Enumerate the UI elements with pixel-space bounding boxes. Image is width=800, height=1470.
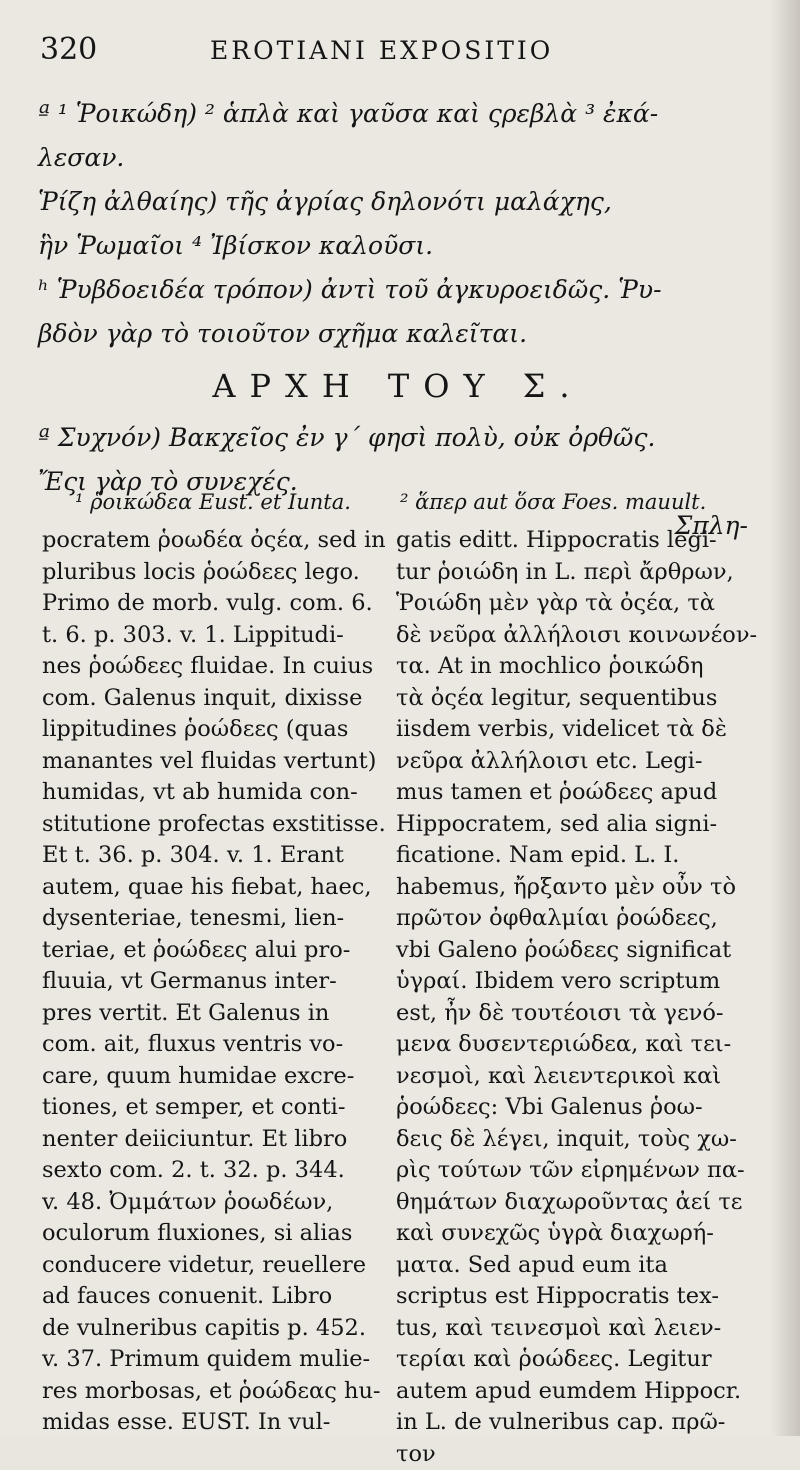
note-line: τερίαι καὶ ῥοώδεες. Legitur [396,1344,730,1376]
note-line: τὰ ὀςέα legitur, sequentibus [396,683,730,715]
note-line: midas esse. EUST. In vul- [42,1407,384,1439]
glossary-entries [38,92,758,548]
note-line: μενα δυσεντεριώδεα, καὶ τει- [396,1029,730,1061]
note-line: de vulneribus capitis p. 452. [42,1313,384,1345]
page-edge-shadow [770,0,800,1436]
note-line: manantes vel fluidas vertunt) [42,746,384,778]
note-line: mus tamen et ῥοώδεες apud [396,777,730,809]
note-line: vbi Galeno ῥοώδεες significat [396,935,730,967]
entry-line: ª Συχνόν) Βακχεῖος ἐν γ΄ φησὶ πολὺ, οὐκ ὀρθῶς. [38,416,758,460]
entry-line: ʰ Ῥυβδοειδέα τρόπον) ἀντὶ τοῦ ἀγκυροειδῶς. Ῥυ- [38,268,758,312]
note-line: conducere videtur, reuellere [42,1250,384,1282]
note-line: ὑγραί. Ibidem vero scriptum [396,966,730,998]
note-line: v. 37. Primum quidem mulie- [42,1344,384,1376]
note-line: tiones, et semper, et conti- [42,1092,384,1124]
left-notes-column [42,525,384,1439]
note-line: teriae, et ῥοώδεες alui pro- [42,935,384,967]
note-line: ficatione. Nam epid. L. I. [396,840,730,872]
note-line: ρὶς τούτων τῶν εἰρημένων πα- [396,1155,730,1187]
catchword: Σπλη- [38,504,758,548]
note-line: ad fauces conuenit. Libro [42,1281,384,1313]
right-notes-column [396,525,730,1470]
note-line: θημάτων διαχωροῦντας ἀεί τε [396,1187,730,1219]
note-line: oculorum fluxiones, si alias [42,1218,384,1250]
note-line: νεσμοὶ, καὶ λειεντερικοὶ καὶ [396,1061,730,1093]
note-line: iisdem verbis, videlicet τὰ δὲ [396,714,730,746]
note-line: autem apud eumdem Hippocr. [396,1376,730,1408]
note-line: δὲ νεῦρα ἀλλήλοισι κοινωνέον- [396,620,730,652]
note-line: Hippocratem, sed alia signi- [396,809,730,841]
note-line: νεῦρα ἀλλήλοισι etc. Legi- [396,746,730,778]
note-line: scriptus est Hippocratis tex- [396,1281,730,1313]
note-line: stitutione profectas exstitisse. [42,809,384,841]
entry-line: βδὸν γὰρ τὸ τοιοῦτον σχῆμα καλεῖται. [38,312,758,356]
note-line: t. 6. p. 303. v. 1. Lippitudi- [42,620,384,652]
entry-line: ἣν Ῥωμαῖοι ⁴ Ἰβίσκον καλοῦσι. [38,224,758,268]
note-line: fluuia, vt Germanus inter- [42,966,384,998]
note-line: pluribus locis ῥοώδεες lego. [42,557,384,589]
note-line: sexto com. 2. t. 32. p. 344. [42,1155,384,1187]
note-line: gatis editt. Hippocratis legi- [396,525,730,557]
page-header [0,32,800,72]
note-line: autem, quae his fiebat, haec, [42,872,384,904]
note-line: pocratem ῥοωδέα ὀςέα, sed in [42,525,384,557]
note-line: tus, καὶ τεινεσμοὶ καὶ λειεν- [396,1313,730,1345]
note-line: καὶ συνεχῶς ὑγρὰ διαχωρή- [396,1218,730,1250]
note-line: ματα. Sed apud eum ita [396,1250,730,1282]
note-line: πρῶτον ὀφθαλμίαι ῥοώδεες, [396,903,730,935]
note-line: τον [396,1439,730,1470]
note-line: nes ῥοώδεες fluidae. In cuius [42,651,384,683]
footnote-1: ¹ ῥοικώδεα Eust. et Iunta. [75,482,351,522]
note-line: pres vertit. Et Galenus in [42,998,384,1030]
entry-line: ª ¹ Ῥοικώδη) ² ἁπλὰ καὶ γαῦσα καὶ ςρεβλὰ ³ ἐκά- [38,92,758,136]
note-line: habemus, ἤρξαντο μὲν οὖν τὸ [396,872,730,904]
note-line: ῥοώδεες: Vbi Galenus ῥοω- [396,1092,730,1124]
note-line: com. Galenus inquit, dixisse [42,683,384,715]
note-line: δεις δὲ λέγει, inquit, τοὺς χω- [396,1124,730,1156]
note-line: com. ait, fluxus ventris vo- [42,1029,384,1061]
note-line: humidas, vt ab humida con- [42,777,384,809]
note-line: v. 48. Ὀμμάτων ῥοωδέων, [42,1187,384,1219]
note-line: Primo de morb. vulg. com. 6. [42,588,384,620]
note-line: nenter deiiciuntur. Et libro [42,1124,384,1156]
running-title: EROTIANI EXPOSITIO [210,36,553,65]
note-line: Et t. 36. p. 304. v. 1. Erant [42,840,384,872]
section-heading: ΑΡΧΗ ΤΟΥ Σ. [38,356,758,416]
note-line: in L. de vulneribus cap. πρῶ- [396,1407,730,1439]
note-line: res morbosas, et ῥοώδεας hu- [42,1376,384,1408]
note-line: dysenteriae, tenesmi, lien- [42,903,384,935]
note-line: Ῥοιώδη μὲν γὰρ τὰ ὀςέα, τὰ [396,588,730,620]
footnote-markers [40,482,760,522]
page-number: 320 [40,32,97,67]
note-line: τα. At in mochlico ῥοικώδη [396,651,730,683]
entry-line: Ῥίζη ἀλθαίης) τῆς ἀγρίας δηλονότι μαλάχης, [38,180,758,224]
entry-line: Ἔςι γὰρ τὸ συνεχές. [38,460,758,504]
note-line: care, quum humidae excre- [42,1061,384,1093]
footnote-2: ² ἅπερ aut ὅσα Foes. mauult. [400,482,706,522]
note-line: tur ῥοιώδη in L. περὶ ἄρθρων, [396,557,730,589]
note-line: est, ἦν δὲ τουτέοισι τὰ γενό- [396,998,730,1030]
entry-line: λεσαν. [38,136,758,180]
note-line: lippitudines ῥοώδεες (quas [42,714,384,746]
